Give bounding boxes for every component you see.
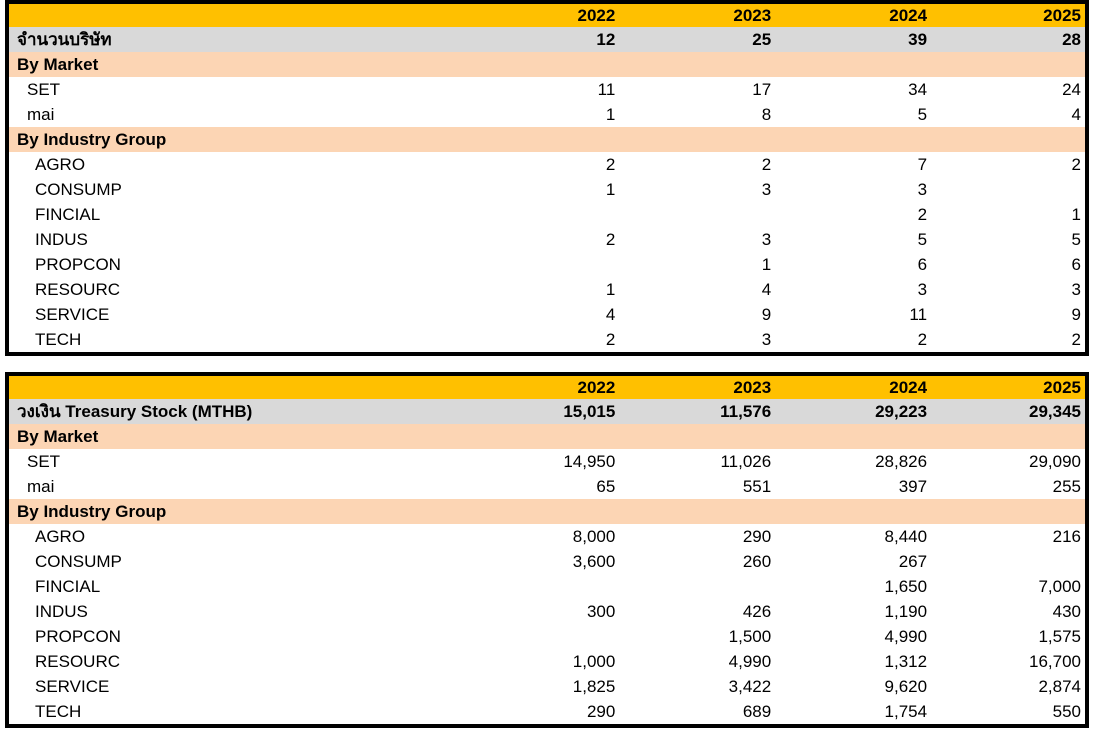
industry-value-cell: 2 <box>619 152 775 177</box>
industry-value-cell: 2,874 <box>931 674 1087 699</box>
section-title: By Industry Group <box>7 127 455 152</box>
industry-row-label: AGRO <box>7 524 455 549</box>
industry-value-cell: 2 <box>775 202 931 227</box>
total-value-cell: 28 <box>931 27 1087 52</box>
company-count-table-body <box>7 2 1087 354</box>
market-value-cell: 65 <box>455 474 619 499</box>
market-value-cell: 1 <box>455 102 619 127</box>
industry-value-cell: 7,000 <box>931 574 1087 599</box>
market-value-cell: 551 <box>619 474 775 499</box>
section-empty-cell <box>931 127 1087 152</box>
industry-row-label: FINCIAL <box>7 574 455 599</box>
industry-row <box>7 177 1087 202</box>
industry-value-cell <box>931 549 1087 574</box>
industry-value-cell: 2 <box>931 152 1087 177</box>
industry-section-header <box>7 499 1087 524</box>
section-empty-cell <box>619 424 775 449</box>
section-empty-cell <box>455 52 619 77</box>
industry-value-cell: 1,575 <box>931 624 1087 649</box>
market-row-label: SET <box>7 449 455 474</box>
section-title: By Market <box>7 424 455 449</box>
section-empty-cell <box>931 499 1087 524</box>
market-value-cell: 255 <box>931 474 1087 499</box>
industry-value-cell: 7 <box>775 152 931 177</box>
total-value-cell: 39 <box>775 27 931 52</box>
industry-value-cell <box>455 624 619 649</box>
industry-value-cell: 6 <box>931 252 1087 277</box>
industry-value-cell: 1,650 <box>775 574 931 599</box>
section-empty-cell <box>455 127 619 152</box>
section-empty-cell <box>619 499 775 524</box>
market-section-header <box>7 424 1087 449</box>
industry-value-cell: 2 <box>775 327 931 354</box>
industry-value-cell: 9 <box>619 302 775 327</box>
header-corner-cell <box>7 374 455 399</box>
industry-value-cell <box>455 252 619 277</box>
industry-value-cell: 550 <box>931 699 1087 726</box>
industry-value-cell: 2 <box>455 327 619 354</box>
total-row-label: วงเงิน Treasury Stock (MTHB) <box>7 399 455 424</box>
total-value-cell: 15,015 <box>455 399 619 424</box>
section-title: By Industry Group <box>7 499 455 524</box>
industry-row-label: CONSUMP <box>7 549 455 574</box>
industry-value-cell: 5 <box>775 227 931 252</box>
market-row-label: SET <box>7 77 455 102</box>
industry-row-label: PROPCON <box>7 252 455 277</box>
industry-value-cell: 1,190 <box>775 599 931 624</box>
industry-row-label: AGRO <box>7 152 455 177</box>
industry-value-cell: 1 <box>619 252 775 277</box>
industry-row-label: TECH <box>7 699 455 726</box>
industry-value-cell: 290 <box>455 699 619 726</box>
industry-value-cell: 1,754 <box>775 699 931 726</box>
total-value-cell: 25 <box>619 27 775 52</box>
company-count-table <box>5 0 1089 356</box>
market-row <box>7 449 1087 474</box>
industry-value-cell: 8,000 <box>455 524 619 549</box>
market-row <box>7 77 1087 102</box>
industry-row-label: RESOURC <box>7 649 455 674</box>
treasury-stock-amount-table-body <box>7 374 1087 726</box>
industry-value-cell: 1 <box>455 177 619 202</box>
industry-row-label: CONSUMP <box>7 177 455 202</box>
industry-value-cell: 9,620 <box>775 674 931 699</box>
industry-value-cell <box>619 202 775 227</box>
section-title: By Market <box>7 52 455 77</box>
section-empty-cell <box>775 52 931 77</box>
year-header-cell: 2022 <box>455 2 619 27</box>
industry-row <box>7 599 1087 624</box>
market-value-cell: 28,826 <box>775 449 931 474</box>
section-empty-cell <box>455 424 619 449</box>
total-row <box>7 27 1087 52</box>
section-empty-cell <box>931 424 1087 449</box>
year-header-cell: 2023 <box>619 374 775 399</box>
year-header-cell: 2024 <box>775 374 931 399</box>
industry-value-cell: 689 <box>619 699 775 726</box>
total-value-cell: 11,576 <box>619 399 775 424</box>
industry-value-cell <box>455 202 619 227</box>
market-row-label: mai <box>7 102 455 127</box>
industry-value-cell: 3 <box>775 177 931 202</box>
market-value-cell: 24 <box>931 77 1087 102</box>
market-value-cell: 397 <box>775 474 931 499</box>
industry-row-label: PROPCON <box>7 624 455 649</box>
market-value-cell: 34 <box>775 77 931 102</box>
section-empty-cell <box>931 52 1087 77</box>
industry-row-label: INDUS <box>7 227 455 252</box>
industry-value-cell: 1,825 <box>455 674 619 699</box>
industry-value-cell: 3 <box>619 177 775 202</box>
market-value-cell: 8 <box>619 102 775 127</box>
industry-value-cell: 2 <box>455 152 619 177</box>
year-header-cell: 2024 <box>775 2 931 27</box>
industry-row <box>7 152 1087 177</box>
market-row <box>7 102 1087 127</box>
industry-row <box>7 252 1087 277</box>
section-empty-cell <box>619 52 775 77</box>
section-empty-cell <box>775 127 931 152</box>
market-value-cell: 29,090 <box>931 449 1087 474</box>
industry-row-label: FINCIAL <box>7 202 455 227</box>
industry-value-cell: 8,440 <box>775 524 931 549</box>
total-value-cell: 29,345 <box>931 399 1087 424</box>
total-row <box>7 399 1087 424</box>
industry-value-cell: 430 <box>931 599 1087 624</box>
industry-row-label: SERVICE <box>7 302 455 327</box>
market-value-cell: 14,950 <box>455 449 619 474</box>
industry-row <box>7 202 1087 227</box>
industry-row <box>7 302 1087 327</box>
industry-value-cell <box>455 574 619 599</box>
industry-value-cell: 267 <box>775 549 931 574</box>
industry-section-header <box>7 127 1087 152</box>
industry-value-cell: 3 <box>619 227 775 252</box>
section-empty-cell <box>775 499 931 524</box>
industry-value-cell: 300 <box>455 599 619 624</box>
industry-row <box>7 327 1087 354</box>
industry-value-cell: 11 <box>775 302 931 327</box>
industry-value-cell: 2 <box>455 227 619 252</box>
year-header-cell: 2025 <box>931 2 1087 27</box>
industry-row-label: TECH <box>7 327 455 354</box>
industry-value-cell: 1 <box>931 202 1087 227</box>
industry-value-cell: 2 <box>931 327 1087 354</box>
industry-value-cell: 6 <box>775 252 931 277</box>
year-header-cell: 2022 <box>455 374 619 399</box>
industry-value-cell <box>931 177 1087 202</box>
industry-value-cell: 3 <box>775 277 931 302</box>
section-empty-cell <box>455 499 619 524</box>
year-header-cell: 2023 <box>619 2 775 27</box>
year-header-cell: 2025 <box>931 374 1087 399</box>
industry-value-cell: 426 <box>619 599 775 624</box>
industry-value-cell: 3 <box>931 277 1087 302</box>
industry-value-cell: 1,312 <box>775 649 931 674</box>
industry-row <box>7 649 1087 674</box>
header-row <box>7 374 1087 399</box>
industry-value-cell: 1 <box>455 277 619 302</box>
industry-value-cell: 216 <box>931 524 1087 549</box>
header-corner-cell <box>7 2 455 27</box>
industry-row-label: RESOURC <box>7 277 455 302</box>
industry-value-cell: 5 <box>931 227 1087 252</box>
industry-row <box>7 674 1087 699</box>
industry-value-cell: 290 <box>619 524 775 549</box>
market-row-label: mai <box>7 474 455 499</box>
industry-value-cell: 9 <box>931 302 1087 327</box>
market-value-cell: 11 <box>455 77 619 102</box>
industry-row <box>7 277 1087 302</box>
market-section-header <box>7 52 1087 77</box>
industry-value-cell: 1,000 <box>455 649 619 674</box>
market-value-cell: 11,026 <box>619 449 775 474</box>
industry-row <box>7 574 1087 599</box>
industry-value-cell: 3 <box>619 327 775 354</box>
industry-row-label: SERVICE <box>7 674 455 699</box>
industry-value-cell: 3,422 <box>619 674 775 699</box>
industry-row <box>7 549 1087 574</box>
header-row <box>7 2 1087 27</box>
market-value-cell: 17 <box>619 77 775 102</box>
total-value-cell: 12 <box>455 27 619 52</box>
industry-value-cell: 4,990 <box>619 649 775 674</box>
industry-value-cell: 4 <box>619 277 775 302</box>
industry-value-cell: 1,500 <box>619 624 775 649</box>
section-empty-cell <box>619 127 775 152</box>
industry-row <box>7 227 1087 252</box>
treasury-stock-amount-table <box>5 372 1089 728</box>
industry-row-label: INDUS <box>7 599 455 624</box>
industry-row <box>7 624 1087 649</box>
industry-value-cell <box>619 574 775 599</box>
industry-value-cell: 3,600 <box>455 549 619 574</box>
industry-row <box>7 699 1087 726</box>
market-value-cell: 4 <box>931 102 1087 127</box>
market-value-cell: 5 <box>775 102 931 127</box>
market-row <box>7 474 1087 499</box>
industry-value-cell: 4,990 <box>775 624 931 649</box>
total-row-label: จำนวนบริษัท <box>7 27 455 52</box>
total-value-cell: 29,223 <box>775 399 931 424</box>
industry-value-cell: 260 <box>619 549 775 574</box>
industry-value-cell: 16,700 <box>931 649 1087 674</box>
industry-value-cell: 4 <box>455 302 619 327</box>
industry-row <box>7 524 1087 549</box>
section-empty-cell <box>775 424 931 449</box>
